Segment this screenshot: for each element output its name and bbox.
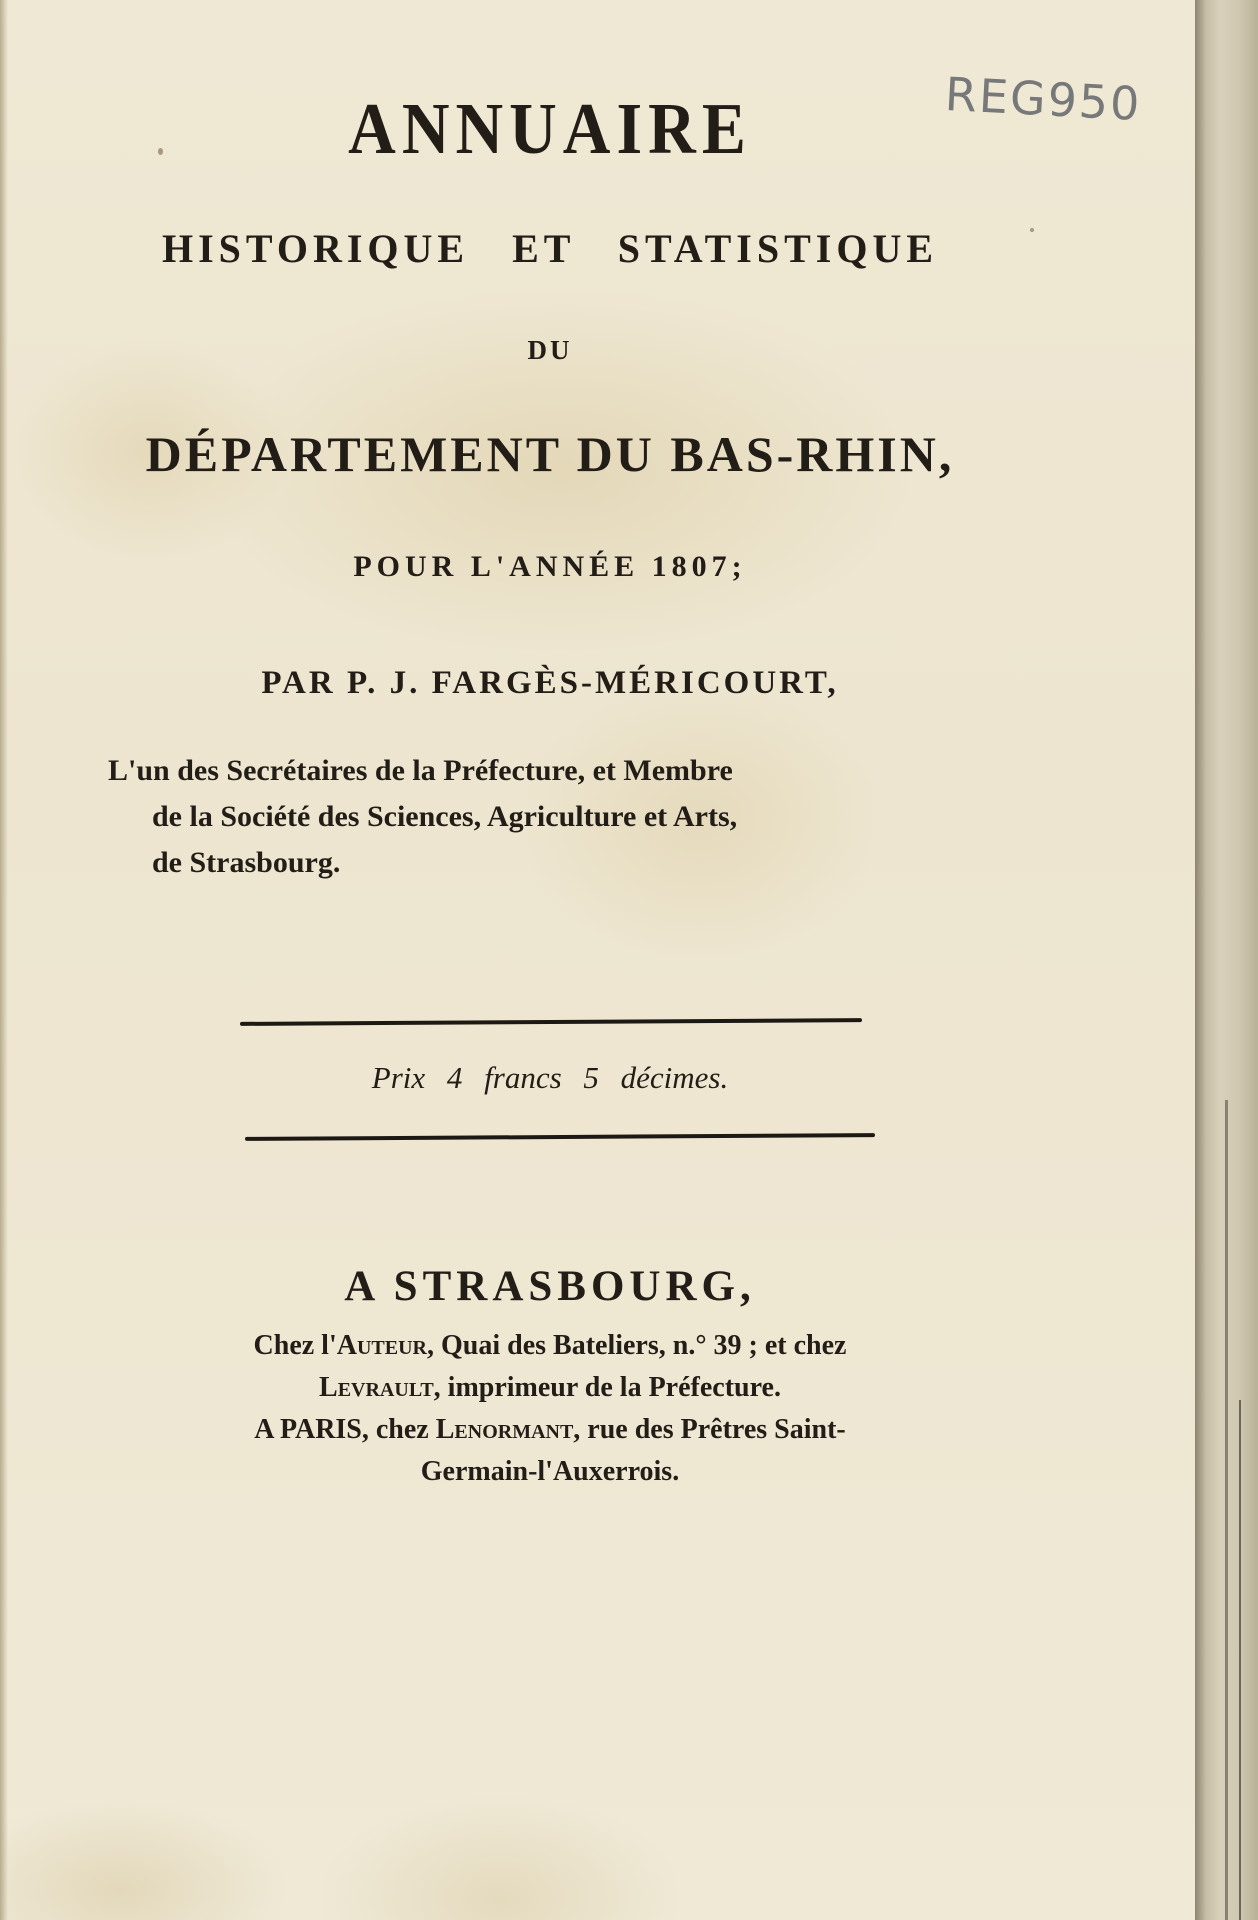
author-description-line: de Strasbourg. [152,846,341,879]
title-main: ANNUAIRE [348,89,752,170]
page-left-edge [0,0,8,1920]
imprint-name-auteur: Auteur [336,1330,427,1361]
page-right-edge [1195,0,1258,1920]
imprint-address [100,1325,1000,1493]
imprint-line [100,1367,1000,1409]
imprint-text: A PARIS, chez [254,1414,436,1445]
imprint-line [100,1325,1000,1367]
title-subtitle: HISTORIQUE ET STATISTIQUE [161,226,939,271]
imprint-text: Chez l' [253,1330,337,1361]
imprint-line: Germain-l'Auxerrois. [420,1456,680,1487]
imprint-text: , imprimeur de la Préfecture. [433,1372,781,1403]
page-fold-line [1239,1400,1241,1920]
author-description-line: L'un des Secrétaires de la Préfecture, et Membre [108,754,733,787]
page-fold-line [1225,1100,1228,1920]
divider-rule-bottom [245,1133,875,1141]
author-description-line: de la Société des Sciences, Agriculture et Arts, [152,800,738,833]
title-year: POUR L'ANNÉE 1807; [353,550,747,583]
author-line: PAR P. J. FARGÈS-MÉRICOURT, [261,665,839,701]
imprint-name-lenormant: Lenormant [435,1414,574,1445]
title-department: DÉPARTEMENT DU BAS-RHIN, [145,426,955,482]
imprint-line [100,1409,1000,1451]
title-du: DU [527,335,573,365]
handwritten-shelfmark: REG950 [943,66,1143,132]
author-description [108,748,1008,886]
divider-rule-top [240,1018,862,1026]
price-line: Prix 4 francs 5 décimes. [371,1060,729,1095]
imprint-name-levrault: Levrault [319,1372,434,1403]
imprint-text: , rue des Prêtres Saint- [573,1414,846,1445]
imprint-text: , Quai des Bateliers, n.° 39 ; et chez [426,1330,847,1361]
imprint-city: A STRASBOURG, [344,1263,756,1310]
